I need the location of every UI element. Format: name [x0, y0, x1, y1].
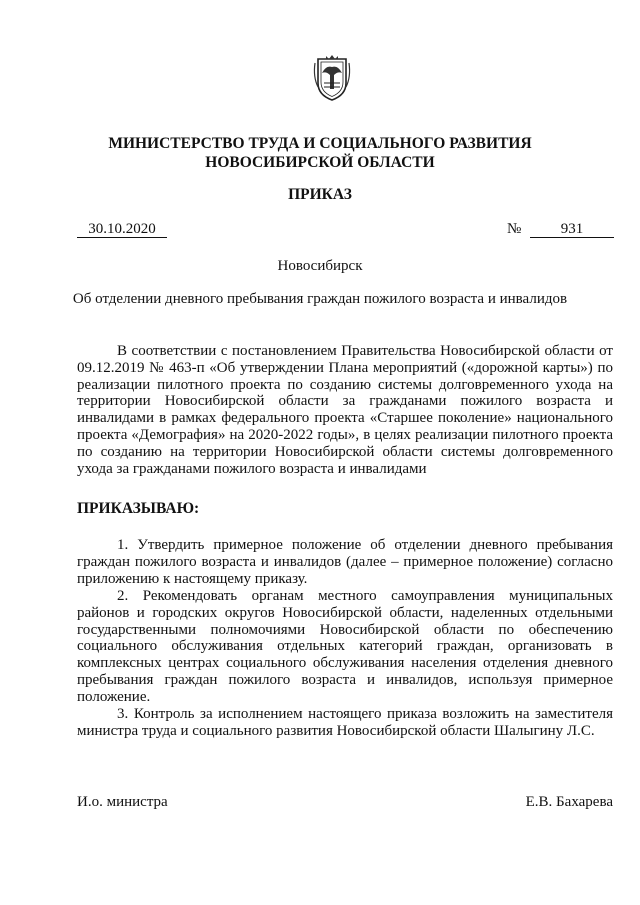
order-word: ПРИКАЗЫВАЮ:: [77, 500, 200, 517]
order-item-3: 3. Контроль за исполнением настоящего приказа возложить на заместителя министра труда и социального развития Новосибирской области Шалыгину Л.С.: [77, 706, 613, 739]
city: Новосибирск: [277, 258, 363, 274]
ministry-name-line1: МИНИСТЕРСТВО ТРУДА И СОЦИАЛЬНОГО РАЗВИТИЯ: [108, 135, 532, 152]
order-date: 30.10.2020: [77, 221, 167, 238]
coat-of-arms-icon: [312, 53, 352, 103]
signatory-position: И.о. министра: [77, 794, 168, 810]
ministry-name: [60, 134, 580, 172]
order-item-1: 1. Утвердить примерное положение об отделении дневного пребывания граждан пожилого возраста и инвалидов (далее – примерное положение) согласно приложению к настоящему приказу.: [77, 537, 613, 587]
document-type: ПРИКАЗ: [288, 186, 352, 203]
order-subject: Об отделении дневного пребывания граждан пожилого возраста и инвалидов: [72, 291, 568, 307]
ministry-name-line2: НОВОСИБИРСКОЙ ОБЛАСТИ: [205, 154, 435, 171]
signatory-name: Е.В. Бахарева: [525, 794, 613, 810]
order-item-2: 2. Рекомендовать органам местного самоуправления муниципальных районов и городских округов Новосибирской области, наделенных отдельными государственными полномочиями Новосибирской области по обеспечению социального обслуживания отдельных категорий граждан, организовать в комплексных центрах социального обслуживания населения отделения дневного пребывания граждан пожилого возраста и инвалидов, используя примерное положение.: [77, 588, 613, 705]
order-number: 931: [530, 221, 614, 238]
number-sign: №: [507, 221, 522, 237]
preamble-paragraph: В соответствии с постановлением Правительства Новосибирской области от 09.12.2019 № 463-п «Об утверждении Плана мероприятий («дорожной карты») по реализации пилотного проекта по созданию системы долговременного ухода на территории Новосибирской области за гражданами пожилого возраста и инвалидами в рамках федерального проекта «Старшее поколение» национального проекта «Демография» на 2020-2022 годы», в целях реализации пилотного проекта по созданию на территории Новосибирской области системы долговременного ухода за гражданами пожилого возраста и инвалидами: [77, 343, 613, 477]
